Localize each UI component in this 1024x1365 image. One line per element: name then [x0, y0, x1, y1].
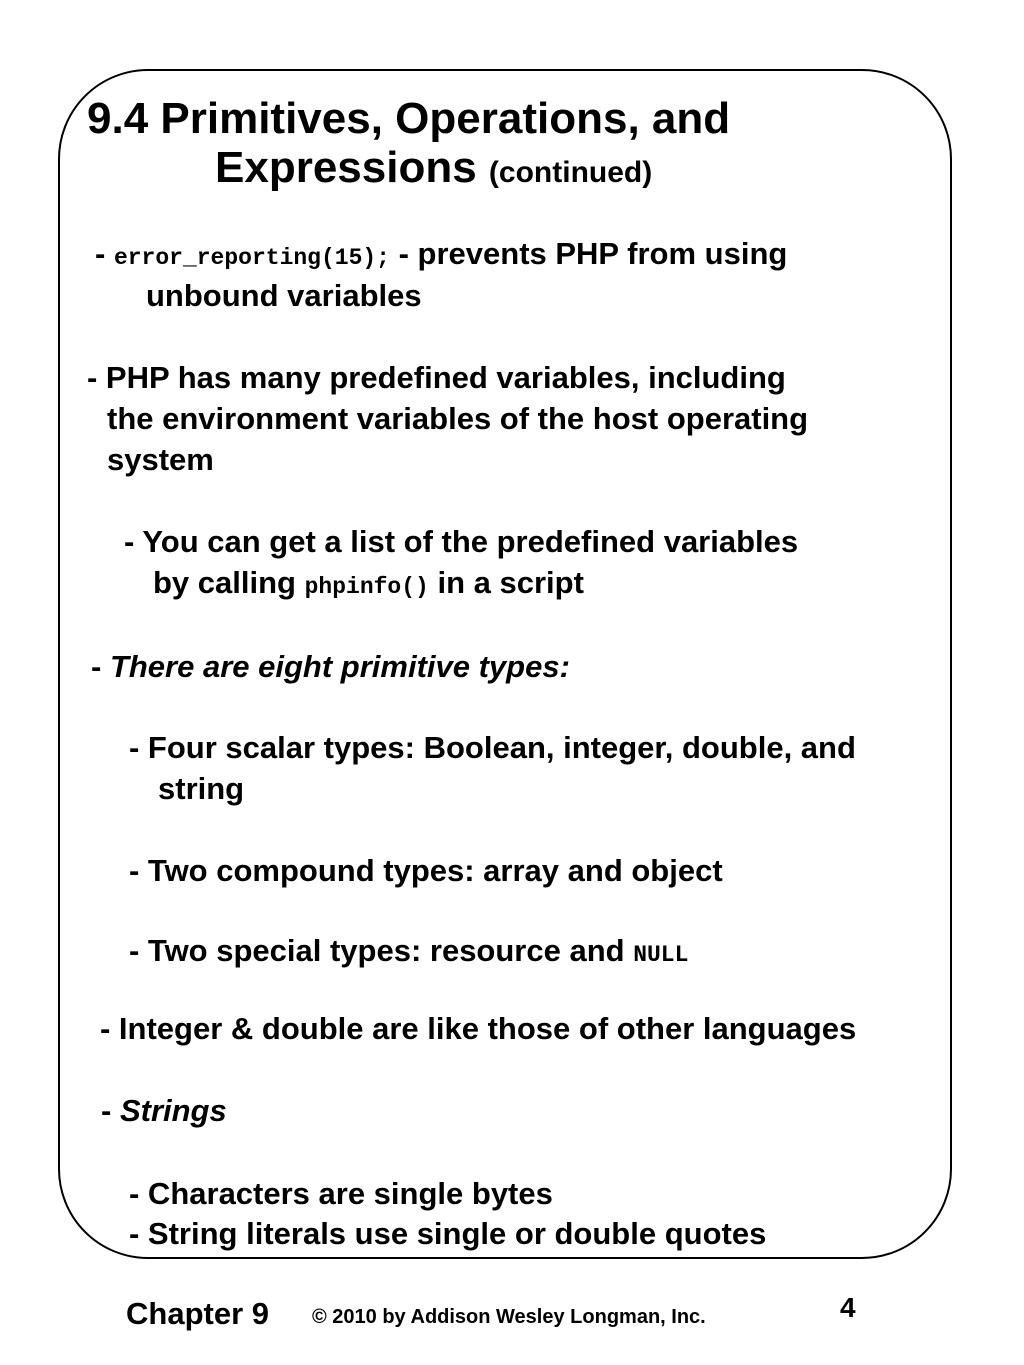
- bullet-text: string: [158, 771, 245, 806]
- footer-copyright: © 2010 by Addison Wesley Longman, Inc.: [312, 1306, 706, 1328]
- bullet-predefined-vars-3: [107, 442, 214, 478]
- bullet-text: - prevents PHP from using: [389, 236, 788, 271]
- bullet-text: - Characters are single bytes: [129, 1176, 553, 1211]
- bullet-dash: -: [101, 1093, 120, 1128]
- code-phpinfo: phpinfo(): [304, 574, 429, 600]
- code-error-reporting: error_reporting(15);: [113, 245, 390, 271]
- bullet-predefined-vars-1: [87, 360, 786, 396]
- subbullet-string-literals: [129, 1216, 766, 1252]
- subbullet-compound-types: [129, 853, 723, 889]
- bullet-error-reporting: [95, 236, 787, 276]
- bullet-primitive-types: [91, 649, 570, 685]
- bullet-text: - Four scalar types: Boolean, integer, double, and: [129, 730, 856, 765]
- footer-page-number: 4: [840, 1292, 856, 1323]
- bullet-text: - Two compound types: array and object: [129, 853, 723, 888]
- bullet-text: - Integer & double are like those of other languages: [100, 1011, 857, 1046]
- bullet-text: - String literals use single or double quotes: [129, 1216, 767, 1251]
- subbullet-characters: [129, 1176, 553, 1212]
- bullet-text: - You can get a list of the predefined variables: [124, 524, 799, 559]
- bullet-predefined-vars-2: [107, 401, 808, 437]
- slide-title-line-2: [215, 143, 652, 198]
- title-text-2: Expressions: [215, 143, 477, 192]
- slide-title-line-1: [87, 94, 730, 144]
- bullet-text: - PHP has many predefined variables, including: [87, 360, 786, 395]
- bullet-error-reporting-cont: [146, 278, 422, 314]
- subbullet-phpinfo-2: [153, 565, 584, 605]
- code-null: NULL: [633, 942, 689, 968]
- bullet-dash: -: [91, 649, 110, 684]
- title-suffix: (continued): [488, 156, 653, 189]
- bullet-text: in a script: [428, 565, 584, 600]
- subbullet-scalar-types-1: [129, 730, 856, 766]
- bullet-text: system: [107, 442, 214, 477]
- footer-chapter: Chapter 9: [126, 1296, 269, 1331]
- bullet-integer-double: [100, 1011, 856, 1047]
- subbullet-special-types: [129, 933, 688, 973]
- bullet-text-italic: There are eight primitive types:: [109, 649, 570, 684]
- subbullet-scalar-types-2: [158, 771, 244, 807]
- bullet-text-italic: Strings: [119, 1093, 227, 1128]
- bullet-strings: [101, 1093, 227, 1129]
- title-text: 9.4 Primitives, Operations, and: [87, 94, 731, 143]
- bullet-text: - Two special types: resource and: [129, 933, 634, 968]
- bullet-text: by calling: [153, 565, 305, 600]
- bullet-dash: -: [95, 236, 114, 271]
- bullet-text: unbound variables: [146, 278, 422, 313]
- bullet-text: the environment variables of the host operating: [107, 401, 809, 436]
- subbullet-phpinfo-1: [124, 524, 798, 560]
